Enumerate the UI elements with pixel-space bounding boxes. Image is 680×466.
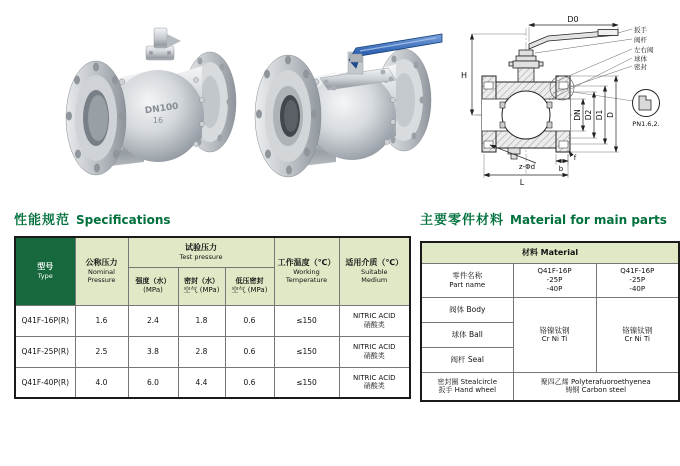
- material-header-model-1: Q41F-16P -25P -40P: [513, 264, 596, 298]
- spec-header-nominal: 公称压力 Nominal Pressure: [75, 237, 128, 305]
- part-label-handle: 扳手: [634, 26, 647, 34]
- dim-f: f: [573, 154, 577, 162]
- material-header-part-name: 零件名称 Part name: [421, 264, 513, 298]
- flange-detail: [632, 90, 659, 129]
- spec-cell-strength: 3.8: [128, 336, 178, 367]
- cast-mark-dn: DN100: [144, 101, 180, 117]
- spec-cell-nominal: 2.5: [75, 336, 128, 367]
- spec-cell-seal: 1.8: [178, 305, 225, 336]
- diagram-handle: [529, 30, 618, 50]
- valve-photo-left: [50, 14, 255, 204]
- material-group-header-row: [421, 242, 679, 264]
- diagram-body: [482, 76, 570, 159]
- part-labels: [634, 25, 654, 71]
- spec-header-test-pressure: 试验压力 Test pressure: [128, 237, 274, 267]
- material-heading-en: Material for main parts: [510, 213, 667, 227]
- spec-cell-nominal: 1.6: [75, 305, 128, 336]
- valve-photo-right-svg: [236, 2, 454, 202]
- dim-b: b: [558, 165, 564, 173]
- detail-connector: [573, 92, 633, 101]
- spec-section-heading: [14, 209, 171, 228]
- spec-header-type: 型号 Type: [15, 237, 75, 305]
- spec-cell-medium: NITRIC ACID 硝酸类: [339, 336, 410, 367]
- spec-header-medium: 适用介质（℃） Suitable Medium: [339, 237, 410, 305]
- material-cell-part-last: 密封圈 Stealcircle 扳手 Hand wheel: [421, 373, 513, 401]
- spec-header-row-1: [15, 237, 410, 267]
- spec-cell-type: Q41F-25P(R): [15, 336, 75, 367]
- spec-cell-seal: 2.8: [178, 336, 225, 367]
- left-flange: [255, 55, 321, 177]
- spec-header-low-seal: 低压密封 空气 (MPa): [225, 267, 274, 305]
- material-section-heading: [420, 209, 667, 228]
- pn-label: PN1.6,2.: [632, 120, 660, 128]
- spec-heading-en: Specifications: [76, 213, 171, 227]
- dim-d: D: [606, 112, 615, 118]
- bottom-plug: [508, 148, 520, 159]
- spec-heading-zh: 性能规范: [14, 213, 71, 228]
- table-row: [421, 298, 679, 323]
- table-row: [15, 367, 410, 398]
- part-label-stem: 阀杆: [634, 36, 647, 44]
- material-cell-metal-2: 铬镍钛钢 Cr Ni Ti: [596, 298, 679, 373]
- material-cell-metal-1: 铬镍钛钢 Cr Ni Ti: [513, 298, 596, 373]
- material-header-model-2: Q41F-16P -25P -40P: [596, 264, 679, 298]
- stem-assembly: [146, 28, 181, 60]
- cast-mark-pn: 16: [152, 116, 164, 125]
- spec-header-strength: 强度（水） (MPa): [128, 267, 178, 305]
- material-cell-part: 阀杆 Seal: [421, 348, 513, 373]
- material-heading-zh: 主要零件材料: [420, 213, 505, 228]
- diagram-ball: [502, 91, 550, 139]
- materials-table: [420, 241, 680, 402]
- material-cell-ptfe: 聚四乙烯 Polyterafuoroethyenea 铸钢 Carbon steel: [513, 373, 679, 401]
- part-label-ball: 球体: [634, 55, 647, 63]
- spec-cell-low: 0.6: [225, 367, 274, 398]
- part-label-body-halves: 左右阀: [634, 46, 654, 54]
- valve-diagram-svg: [452, 4, 680, 202]
- valve-photo-right: [236, 2, 454, 202]
- spec-cell-nominal: 4.0: [75, 367, 128, 398]
- material-header-row: [421, 264, 679, 298]
- spec-cell-strength: 2.4: [128, 305, 178, 336]
- material-cell-part: 阀体 Body: [421, 298, 513, 323]
- dim-d0: D0: [567, 15, 579, 24]
- dim-zphid: z-Φd: [518, 163, 536, 171]
- dim-d2: D2: [584, 109, 593, 121]
- dim-l: L: [519, 178, 525, 187]
- spec-cell-medium: NITRIC ACID 硝酸类: [339, 367, 410, 398]
- table-row: [15, 336, 410, 367]
- valve-photo-left-svg: [50, 14, 255, 204]
- spec-cell-temp: ≤150: [274, 367, 339, 398]
- dim-h: H: [460, 71, 468, 80]
- spec-cell-temp: ≤150: [274, 336, 339, 367]
- spec-cell-seal: 4.4: [178, 367, 225, 398]
- spec-cell-strength: 6.0: [128, 367, 178, 398]
- spec-cell-low: 0.6: [225, 305, 274, 336]
- table-row: [421, 373, 679, 401]
- spec-cell-type: Q41F-16P(R): [15, 305, 75, 336]
- diagram-stem: [509, 50, 543, 82]
- part-label-seal: 密封: [634, 63, 647, 71]
- spec-cell-type: Q41F-40P(R): [15, 367, 75, 398]
- spec-header-seal: 密封（水） 空气 (MPa): [178, 267, 225, 305]
- table-row: [15, 305, 410, 336]
- dim-dn: DN: [573, 109, 582, 121]
- spec-header-temperature: 工作温度（℃） Working Temperature: [274, 237, 339, 305]
- valve-diagram: [452, 4, 680, 202]
- spec-cell-temp: ≤150: [274, 305, 339, 336]
- material-cell-part: 球体 Ball: [421, 323, 513, 348]
- spec-cell-medium: NITRIC ACID 硝酸类: [339, 305, 410, 336]
- material-group-header: 材料 Material: [421, 242, 679, 264]
- dim-d1: D1: [595, 109, 604, 121]
- left-flange: [66, 61, 126, 175]
- spec-cell-low: 0.6: [225, 336, 274, 367]
- specifications-table: [14, 236, 411, 399]
